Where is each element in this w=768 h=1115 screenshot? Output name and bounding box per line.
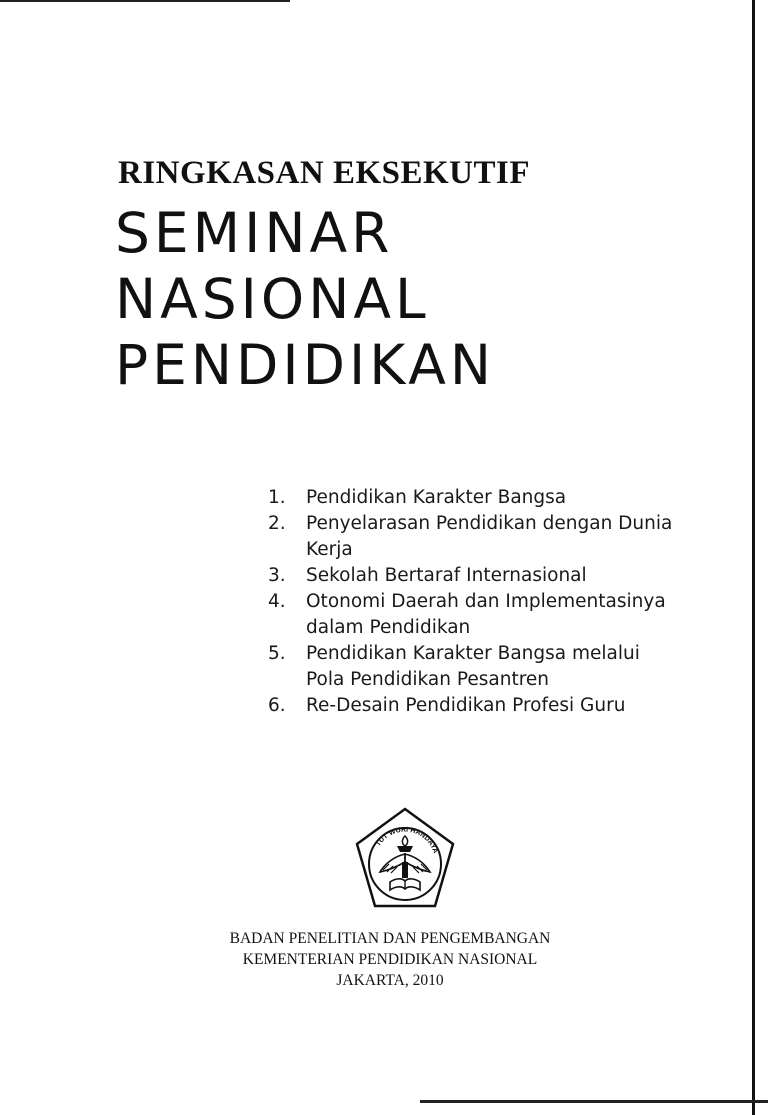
topic-item	[268, 693, 672, 719]
topic-text: Otonomi Daerah dan Implementasinya	[306, 591, 666, 612]
topic-number: 1.	[268, 487, 286, 508]
svg-text:TUT WURI HANDAYANI: TUT WURI HANDAYA	[374, 826, 439, 855]
document-subtitle: RINGKASAN EKSEKUTIF	[118, 155, 530, 191]
title-line: NASIONAL	[115, 267, 430, 331]
topic-text: Re-Desain Pendidikan Profesi Guru	[306, 695, 626, 716]
topic-item	[268, 485, 672, 511]
publisher-agency: BADAN PENELITIAN DAN PENGEMBANGAN	[229, 930, 551, 947]
title-line: PENDIDIKAN	[115, 333, 496, 397]
topic-number: 5.	[268, 643, 286, 664]
publisher-block	[150, 928, 630, 991]
topic-number: 6.	[268, 695, 286, 716]
topic-text: dalam Pendidikan	[306, 617, 471, 638]
topic-number: 4.	[268, 591, 286, 612]
scan-edge-top	[0, 0, 290, 2]
publisher-ministry: KEMENTERIAN PENDIDIKAN NASIONAL	[242, 951, 538, 968]
topic-item	[268, 563, 672, 589]
topic-text: Pendidikan Karakter Bangsa melalui	[306, 643, 640, 664]
topic-number: 3.	[268, 565, 286, 586]
topic-text: Pendidikan Karakter Bangsa	[306, 487, 567, 508]
scan-edge-right	[752, 0, 755, 1115]
document-title	[115, 200, 495, 398]
topic-text: Sekolah Bertaraf Internasional	[306, 565, 587, 586]
topic-item	[268, 511, 672, 563]
tut-wuri-handayani-emblem-icon	[352, 806, 458, 912]
topic-text: Pola Pendidikan Pesantren	[306, 669, 550, 690]
topic-list	[268, 485, 672, 719]
topic-number: 2.	[268, 513, 286, 534]
topic-item	[268, 589, 672, 641]
publisher-place-year: JAKARTA, 2010	[336, 972, 444, 989]
scan-edge-bottom	[420, 1100, 768, 1103]
topic-item	[268, 641, 672, 693]
topic-text: Penyelarasan Pendidikan dengan Dunia	[306, 513, 673, 534]
topic-text: Kerja	[306, 539, 353, 560]
title-line: SEMINAR	[115, 201, 394, 265]
